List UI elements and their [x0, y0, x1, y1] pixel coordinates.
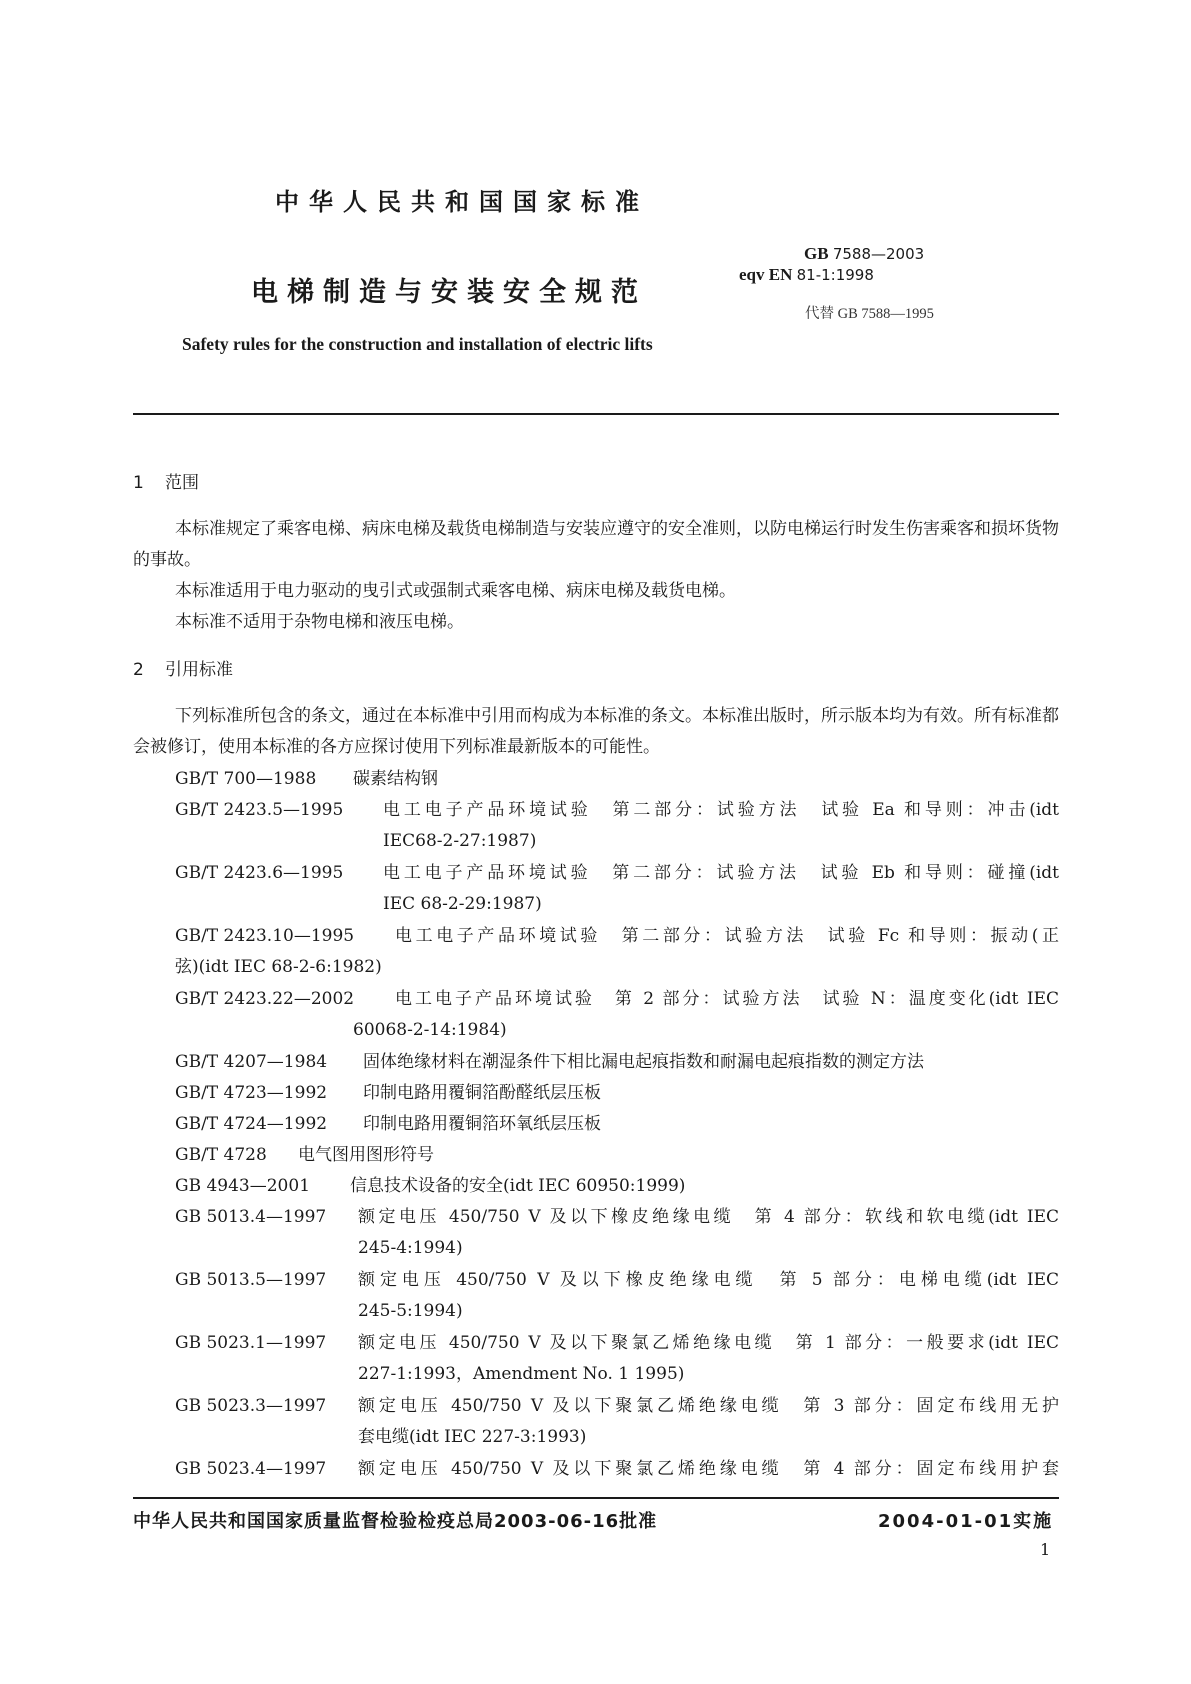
approval-statement: 中华人民共和国国家质量监督检验检疫总局2003-06-16批准	[133, 1511, 658, 1532]
reference-code: GB 5023.4—1997	[175, 1459, 327, 1479]
reference-code: GB/T 4207—1984	[175, 1052, 328, 1072]
reference-title-continued: 60068-2-14:1984)	[353, 1020, 507, 1040]
reference-title: 额定电压 450/750 V 及以下橡皮绝缘电缆 第 4 部分：软线和软电缆(idt IEC	[358, 1207, 1059, 1227]
reference-item	[175, 858, 1059, 920]
header-divider	[133, 413, 1059, 415]
scope-paragraph: 本标准规定了乘客电梯、病床电梯及载货电梯制造与安装应遵守的安全准则，以防电梯运行时发生伤害乘客和损坏货物的事故。	[133, 519, 1059, 570]
reference-title: 印制电路用覆铜箔环氧纸层压板	[363, 1114, 601, 1134]
reference-code: GB/T 4724—1992	[175, 1114, 328, 1134]
reference-item	[175, 1454, 1059, 1485]
reference-code: GB 5013.5—1997	[175, 1270, 327, 1290]
reference-code: GB/T 2423.6—1995	[175, 863, 344, 883]
reference-code: GB 5023.1—1997	[175, 1333, 327, 1353]
scope-paragraph: 本标准适用于电力驱动的曳引式或强制式乘客电梯、病床电梯及载货电梯。	[175, 581, 736, 601]
reference-item	[175, 984, 1059, 1046]
reference-item	[175, 1391, 1059, 1453]
reference-title-continued: 套电缆(idt IEC 227-3:1993)	[358, 1427, 587, 1447]
document-title-cn: 电梯制造与安装安全规范	[251, 277, 647, 308]
reference-title-continued: IEC 68-2-29:1987)	[383, 894, 542, 914]
reference-code: GB/T 700—1988	[175, 769, 317, 789]
reference-code: GB/T 2423.22—2002	[175, 989, 355, 1009]
page-number: 1	[1040, 1540, 1051, 1559]
reference-title: 信息技术设备的安全(idt IEC 60950:1999)	[350, 1176, 686, 1196]
section-1-heading	[133, 468, 199, 493]
section-2-heading	[133, 655, 233, 680]
reference-item	[175, 1265, 1059, 1327]
reference-item	[175, 921, 1059, 983]
reference-title-continued: 弦)(idt IEC 68-2-6:1982)	[175, 957, 382, 977]
reference-title: 电工电子产品环境试验 第二部分：试验方法 试验 Fc 和导则：振动(正	[395, 926, 1059, 946]
reference-item	[175, 1047, 1059, 1078]
reference-code: GB 4943—2001	[175, 1176, 311, 1196]
references-intro: 下列标准所包含的条文，通过在本标准中引用而构成为本标准的条文。本标准出版时，所示版本均为有效。所有标准都会被修订，使用本标准的各方应探讨使用下列标准最新版本的可能性。	[133, 706, 1059, 757]
reference-item	[175, 764, 1059, 795]
scope-paragraph: 本标准不适用于杂物电梯和液压电梯。	[175, 612, 464, 632]
equivalent-code: 81-1:1998	[796, 266, 874, 284]
reference-title: 额定电压 450/750 V 及以下聚氯乙烯绝缘电缆 第 3 部分：固定布线用无护	[358, 1396, 1059, 1416]
section-title: 引用标准	[165, 660, 233, 680]
reference-item	[175, 1078, 1059, 1109]
reference-code: GB/T 4723—1992	[175, 1083, 328, 1103]
reference-title: 电气图用图形符号	[298, 1145, 434, 1165]
equivalent-prefix: eqv EN	[739, 265, 793, 284]
equivalent-standard	[739, 265, 874, 285]
reference-title: 电工电子产品环境试验 第 2 部分：试验方法 试验 N：温度变化(idt IEC	[395, 989, 1059, 1009]
reference-title-continued: IEC68-2-27:1987)	[383, 831, 537, 851]
section-title: 范围	[165, 473, 199, 493]
section-number: 2	[133, 660, 144, 680]
reference-title: 印制电路用覆铜箔酚醛纸层压板	[363, 1083, 601, 1103]
reference-item	[175, 1109, 1059, 1140]
reference-title: 碳素结构钢	[353, 769, 438, 789]
standard-code: 7588—2003	[832, 245, 925, 263]
reference-item	[175, 1171, 1059, 1202]
reference-title: 额定电压 450/750 V 及以下橡皮绝缘电缆 第 5 部分：电梯电缆(idt IEC	[358, 1270, 1059, 1290]
standard-prefix: GB	[804, 244, 829, 263]
reference-item	[175, 1202, 1059, 1264]
reference-item	[175, 1140, 1059, 1171]
reference-code: GB/T 2423.5—1995	[175, 800, 344, 820]
footer-divider	[133, 1497, 1059, 1499]
reference-title: 额定电压 450/750 V 及以下聚氯乙烯绝缘电缆 第 4 部分：固定布线用护套	[358, 1459, 1059, 1479]
reference-title-continued: 227-1:1993，Amendment No. 1 1995)	[358, 1364, 685, 1384]
section-number: 1	[133, 473, 144, 493]
standard-number	[804, 244, 924, 264]
reference-title: 电工电子产品环境试验 第二部分：试验方法 试验 Ea 和导则：冲击(idt	[383, 800, 1059, 820]
reference-item	[175, 1328, 1059, 1390]
reference-title-continued: 245-4:1994)	[358, 1238, 463, 1258]
replaces-standard: 代替 GB 7588—1995	[805, 306, 934, 322]
reference-code: GB/T 2423.10—1995	[175, 926, 355, 946]
implementation-date: 2004-01-01实施	[878, 1511, 1054, 1532]
reference-item	[175, 795, 1059, 857]
country-standard-heading: 中华人民共和国国家标准	[275, 188, 649, 216]
reference-code: GB 5013.4—1997	[175, 1207, 327, 1227]
reference-title: 额定电压 450/750 V 及以下聚氯乙烯绝缘电缆 第 1 部分：一般要求(idt IEC	[358, 1333, 1059, 1353]
reference-title-continued: 245-5:1994)	[358, 1301, 463, 1321]
reference-title: 电工电子产品环境试验 第二部分：试验方法 试验 Eb 和导则：碰撞(idt	[383, 863, 1059, 883]
reference-code: GB/T 4728	[175, 1145, 267, 1165]
reference-code: GB 5023.3—1997	[175, 1396, 327, 1416]
document-title-en: Safety rules for the construction and installation of electric lifts	[182, 334, 653, 354]
reference-title: 固体绝缘材料在潮湿条件下相比漏电起痕指数和耐漏电起痕指数的测定方法	[363, 1052, 924, 1072]
